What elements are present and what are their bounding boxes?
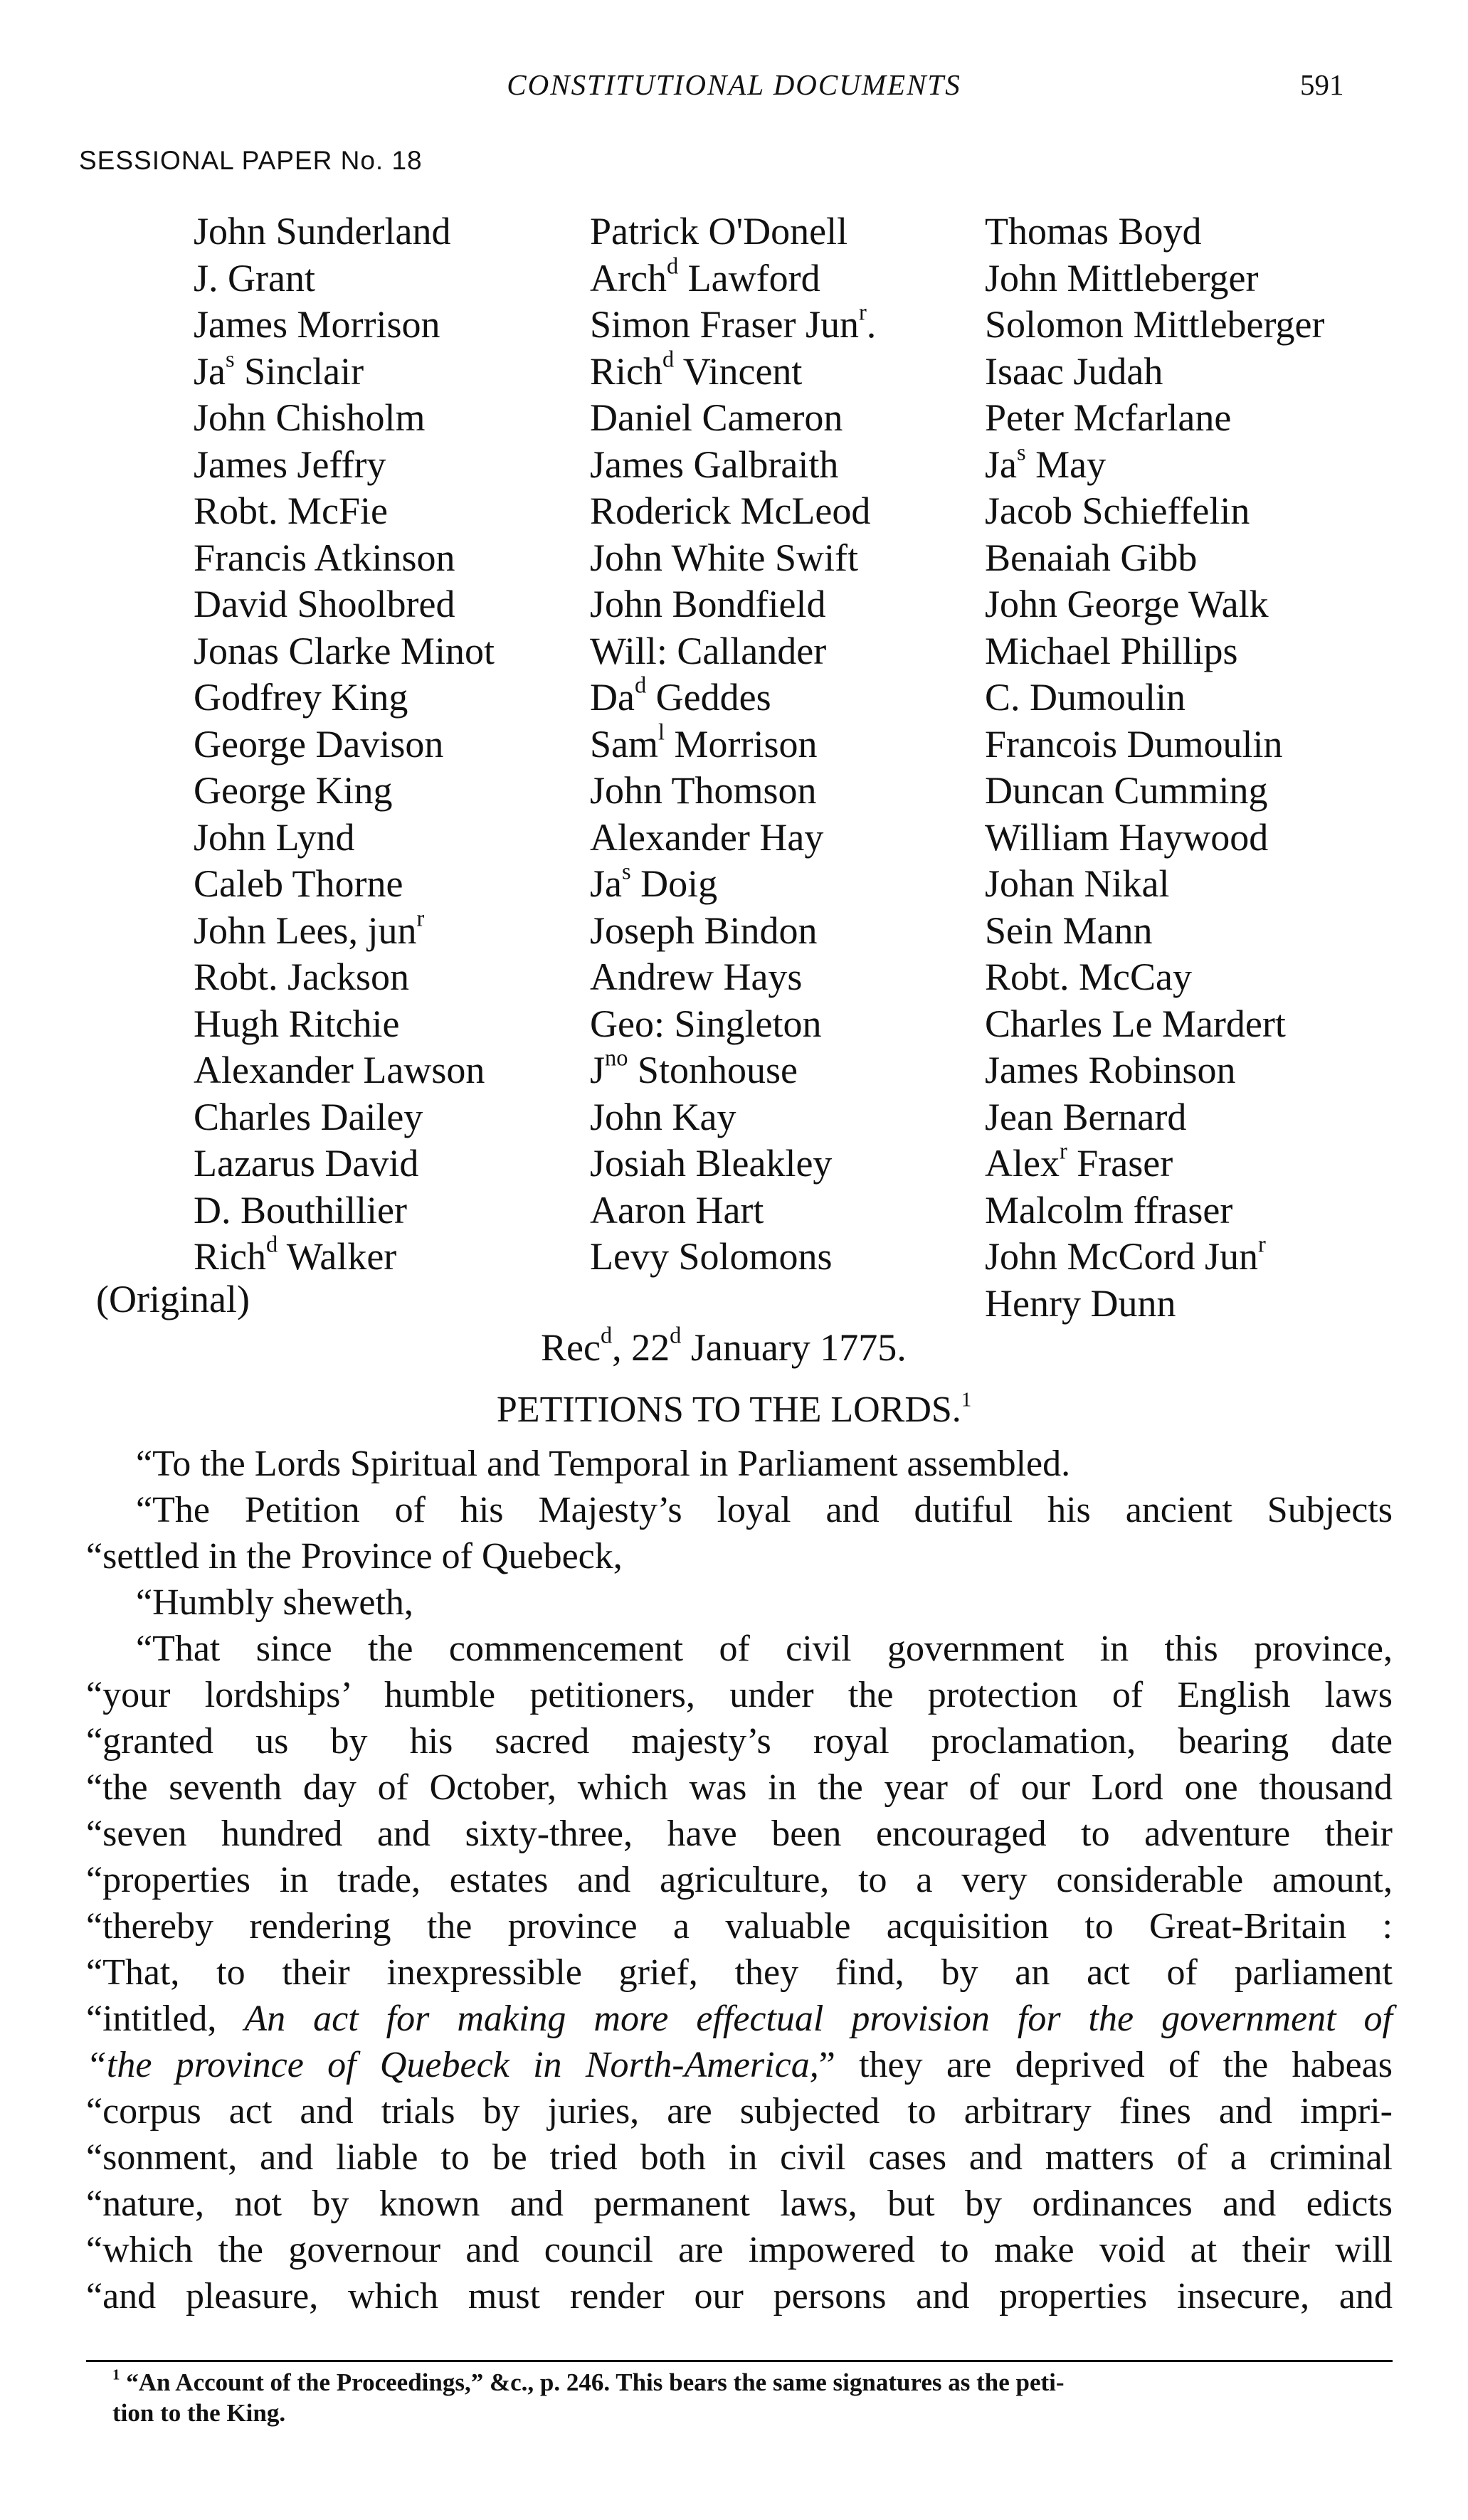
signature-name: Jacob Schieffelin	[985, 489, 1250, 532]
signature-name: George King	[194, 769, 393, 812]
signature-name: J. Grant	[194, 256, 315, 300]
signature-name: Sam$^l$ Morrison	[590, 719, 818, 766]
signature-name: Da$^d$ Geddes	[590, 672, 771, 719]
signature-name: John Thomson	[590, 769, 817, 812]
signature-name: David Shoolbred	[194, 583, 455, 625]
signature-name: John McCord Jun$^r$	[985, 1232, 1266, 1278]
original-note: (Original)	[96, 1278, 250, 1320]
signature-name: John Lynd	[194, 815, 355, 859]
signature-column-2	[590, 208, 876, 1281]
running-title: CONSTITUTIONAL DOCUMENTS	[507, 68, 961, 101]
body-line: “properties in trade, estates and agriculture, to a very considerable amount,	[86, 1860, 1393, 1900]
body-line: “nature, not by known and permanent laws, but by ordinances and edicts	[86, 2183, 1393, 2224]
signature-name: Robt. Jackson	[194, 955, 409, 998]
section-heading: PETITIONS TO THE LORDS.$^1$	[496, 1389, 972, 1430]
body-line: “That, to their inexpressible grief, they find, by an act of parliament	[86, 1952, 1393, 1993]
signature-name: $J^{no}$ Stonhouse	[590, 1045, 798, 1091]
page-number: 591	[1300, 68, 1344, 101]
signature-name: Sein Mann	[985, 909, 1153, 952]
signature-name: Patrick O'Donell	[590, 210, 848, 253]
signature-name: D. Bouthillier	[194, 1188, 407, 1232]
signature-name: George Davison	[194, 722, 444, 766]
received-date: Rec$^d$, 22$^d$ January 1775.	[541, 1323, 907, 1369]
body-line: “thereby rendering the province a valuable acquisition to Great-Britain :	[86, 1906, 1393, 1947]
signature-name: James Jeffry	[194, 443, 386, 486]
act-title: An act for making more effectual provision for the government of	[244, 1998, 1393, 2039]
body-line: “seven hundred and sixty-three, have been encouraged to adventure their	[86, 1814, 1393, 1854]
signature-name: Rich$^d$ Walker	[194, 1232, 397, 1278]
signature-name: Jonas Clarke Minot	[194, 629, 495, 672]
signature-name: Duncan Cumming	[985, 769, 1268, 812]
signature-name: John Chisholm	[194, 396, 426, 439]
body-line: “The Petition of his Majesty’s loyal and dutiful his ancient Subjects	[136, 1490, 1393, 1530]
act-title: “the province of Quebeck in North-America,	[86, 2045, 819, 2085]
footnote-rule	[86, 2360, 1393, 2362]
signature-name: James Robinson	[985, 1049, 1236, 1091]
signature-name: Charles Dailey	[194, 1095, 423, 1138]
footnote: $^1$ “An Account of the Proceedings,” &c., p. 246. This bears the same signatures as the peti- tion to the King.	[112, 2366, 1065, 2427]
signature-name: William Haywood	[985, 815, 1269, 859]
body-line: “That since the commencement of civil government in this province,	[136, 1629, 1393, 1669]
signature-name: Rich$^d$ Vincent	[590, 346, 803, 393]
sessional-paper-label: SESSIONAL PAPER No. 18	[79, 146, 423, 175]
signature-name: Alex$^r$ Fraser	[985, 1138, 1173, 1185]
signature-name: Michael Phillips	[985, 629, 1238, 672]
signature-name: Ja$^s$ Sinclair	[194, 346, 364, 393]
signature-name: Francois Dumoulin	[985, 722, 1283, 766]
signature-name: Josiah Bleakley	[590, 1142, 833, 1185]
signature-name: Peter Mcfarlane	[985, 396, 1232, 439]
signature-column-1	[194, 208, 495, 1281]
body-line: “granted us by his sacred majesty’s royal proclamation, bearing date	[86, 1721, 1393, 1762]
signature-name: Charles Le Mardert	[985, 1002, 1286, 1045]
signature-name: John Sunderland	[194, 210, 451, 253]
signature-name: Thomas Boyd	[985, 210, 1202, 253]
signature-name: C. Dumoulin	[985, 676, 1186, 719]
signature-name: Malcolm ffraser	[985, 1188, 1233, 1232]
body-line: “corpus act and trials by juries, are subjected to arbitrary fines and impri-	[86, 2091, 1393, 2132]
signature-name: Simon Fraser Jun$^r$.	[590, 300, 877, 346]
signature-name: John Lees, jun$^r$	[194, 906, 425, 952]
body-line: “Humbly sheweth,	[136, 1582, 413, 1623]
body-line: “settled in the Province of Quebeck,	[86, 1536, 623, 1577]
body-line: “intitled, An act for making more effectual provision for the government of	[86, 1998, 1393, 2039]
signature-name: John Kay	[590, 1095, 736, 1138]
signature-name: Roderick McLeod	[590, 489, 871, 532]
signature-name: James Galbraith	[590, 443, 839, 486]
signature-name: Robt. McCay	[985, 955, 1192, 998]
signature-name: Jean Bernard	[985, 1095, 1187, 1138]
body-line: “which the governour and council are impowered to make void at their will	[86, 2230, 1393, 2270]
footnote-reference: 1	[961, 1389, 972, 1412]
signature-name: Arch$^d$ Lawford	[590, 253, 820, 300]
signature-name: Solomon Mittleberger	[985, 303, 1325, 346]
signature-name: Alexander Lawson	[194, 1049, 485, 1091]
body-line: “the seventh day of October, which was in the year of our Lord one thousand	[86, 1767, 1393, 1808]
signature-name: Andrew Hays	[590, 955, 803, 998]
signature-name: Isaac Judah	[985, 349, 1163, 393]
body-line: “sonment, and liable to be tried both in civil cases and matters of a criminal	[86, 2137, 1393, 2178]
signature-name: John White Swift	[590, 536, 858, 579]
signature-name: Geo: Singleton	[590, 1002, 822, 1045]
signature-name: Alexander Hay	[590, 815, 824, 859]
body-line: “and pleasure, which must render our persons and properties insecure, and	[86, 2276, 1393, 2317]
signature-name: Ja$^s$ Doig	[590, 859, 718, 905]
signature-column-3	[985, 208, 1324, 1327]
signature-name: Benaiah Gibb	[985, 536, 1198, 579]
signature-name: Levy Solomons	[590, 1235, 833, 1278]
signature-name: John George Walk	[985, 583, 1269, 625]
signature-name: Joseph Bindon	[590, 909, 818, 952]
signature-name: Francis Atkinson	[194, 536, 455, 579]
signature-name: John Mittleberger	[985, 256, 1259, 300]
signature-name: Henry Dunn	[985, 1281, 1176, 1325]
signature-name: Will: Callander	[590, 629, 827, 672]
body-line: “To the Lords Spiritual and Temporal in Parliament assembled.	[136, 1444, 1071, 1484]
signature-name: Hugh Ritchie	[194, 1002, 400, 1045]
signature-name: Johan Nikal	[985, 862, 1170, 905]
signature-name: Daniel Cameron	[590, 396, 843, 439]
body-line: “the province of Quebeck in North-America,” they are deprived of the habeas	[86, 2045, 1393, 2085]
body-line: “your lordships’ humble petitioners, under the protection of English laws	[86, 1675, 1393, 1715]
signature-name: Caleb Thorne	[194, 862, 403, 905]
petition-text	[86, 1441, 1393, 2319]
signature-name: John Bondfield	[590, 583, 826, 625]
signature-name: Godfrey King	[194, 676, 408, 719]
signature-name: Aaron Hart	[590, 1188, 764, 1232]
signature-name: Ja$^s$ May	[985, 440, 1107, 486]
signature-name: Lazarus David	[194, 1142, 419, 1185]
signature-name: James Morrison	[194, 303, 440, 346]
signature-name: Robt. McFie	[194, 489, 389, 532]
